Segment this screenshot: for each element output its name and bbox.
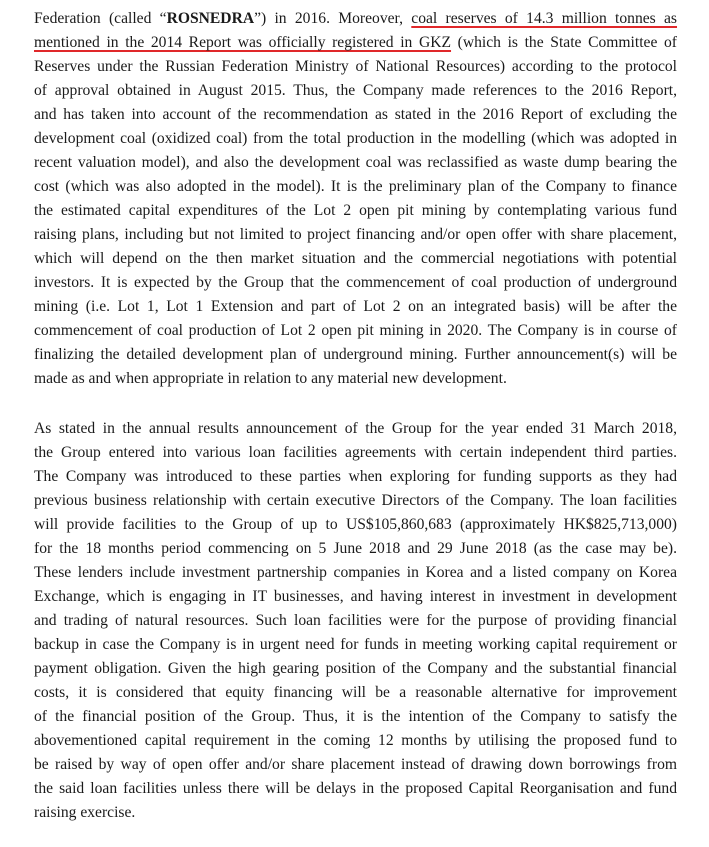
text-line: The Company was introduced to these parties when exploring for funding supports as they had <box>34 468 677 485</box>
text-line: the estimated capital expenditures of the Lot 2 open pit mining by contemplating various fund <box>34 202 677 219</box>
text-line: the Group entered into various loan facilities agreements with certain independent third parties. <box>34 444 677 461</box>
text-line: backup in case the Company is in urgent need for funds in meeting working capital requirement or <box>34 636 677 653</box>
text-line: Reserves under the Russian Federation Ministry of National Resources) according to the protocol <box>34 58 677 75</box>
rosnedra-term: ROSNEDRA <box>166 10 255 27</box>
paragraph-2 <box>34 417 677 825</box>
text-line: the said loan facilities unless there will be delays in the proposed Capital Reorganisation and fund <box>34 780 677 797</box>
line-1-middle: ”) in 2016. Moreover, <box>254 10 412 27</box>
text-line: which will depend on the then market situation and the commercial negotiations with potential <box>34 250 677 267</box>
text-line: payment obligation. Given the high gearing position of the Company and the substantial financial <box>34 660 677 677</box>
line-1-prefix: Federation (called “ <box>34 10 167 27</box>
text-line: of the financial position of the Group. Thus, it is the intention of the Company to satisfy the <box>34 708 677 725</box>
text-line: commencement of coal production of Lot 2 open pit mining in 2020. The Company is in course of <box>34 322 677 339</box>
text-line: be raised by way of open offer and/or share placement instead of drawing down borrowings from <box>34 756 677 773</box>
text-line: abovementioned capital requirement in the coming 12 months by utilising the proposed fund to <box>34 732 677 749</box>
line-2-suffix: (which is the State Committee of <box>451 34 677 51</box>
text-line: As stated in the annual results announcement of the Group for the year ended 31 March 2018, <box>34 420 677 437</box>
text-line-last: made as and when appropriate in relation to any material new development. <box>34 370 507 387</box>
text-line: development coal (oxidized coal) from the total production in the modelling (which was adopted in <box>34 130 677 147</box>
text-line: mining (i.e. Lot 1, Lot 1 Extension and part of Lot 2 on an integrated basis) will be after the <box>34 298 677 315</box>
paragraph-1-line-2 <box>34 31 677 55</box>
text-line: and has taken into account of the recommendation as stated in the 2016 Report of excluding the <box>34 106 677 123</box>
text-line: Exchange, which is engaging in IT businesses, and having interest in investment in development <box>34 588 677 605</box>
paragraph-1 <box>34 7 677 391</box>
highlighted-text-2: mentioned in the 2014 Report was officially registered in GKZ <box>34 34 452 51</box>
text-line: cost (which was also adopted in the model). It is the preliminary plan of the Company to finance <box>34 178 677 195</box>
text-line: These lenders include investment partnership companies in Korea and a listed company on Korea <box>34 564 677 581</box>
text-line: will provide facilities to the Group of up to US$105,860,683 (approximately HK$825,713,000) <box>34 516 677 533</box>
text-line: previous business relationship with certain executive Directors of the Company. The loan facilities <box>34 492 677 509</box>
text-line: recent valuation model), and also the development coal was reclassified as waste dump bearing the <box>34 154 677 171</box>
text-line: finalizing the detailed development plan of underground mining. Further announcement(s) will be <box>34 346 677 363</box>
text-line: raising plans, including but not limited to project financing and/or open offer with share placement, <box>34 226 677 243</box>
text-line-last: raising exercise. <box>34 804 136 821</box>
text-line: and trading of natural resources. Such loan facilities were for the purpose of providing financial <box>34 612 677 629</box>
text-line: investors. It is expected by the Group that the commencement of coal production of underground <box>34 274 677 291</box>
text-line: for the 18 months period commencing on 5 June 2018 and 29 June 2018 (as the case may be). <box>34 540 677 557</box>
paragraph-1-line-1 <box>34 7 677 31</box>
text-line: costs, it is considered that equity financing will be a reasonable alternative for improvement <box>34 684 677 701</box>
text-line: of approval obtained in August 2015. Thus, the Company made references to the 2016 Report, <box>34 82 677 99</box>
highlighted-text-1: coal reserves of 14.3 million tonnes as <box>411 10 678 27</box>
